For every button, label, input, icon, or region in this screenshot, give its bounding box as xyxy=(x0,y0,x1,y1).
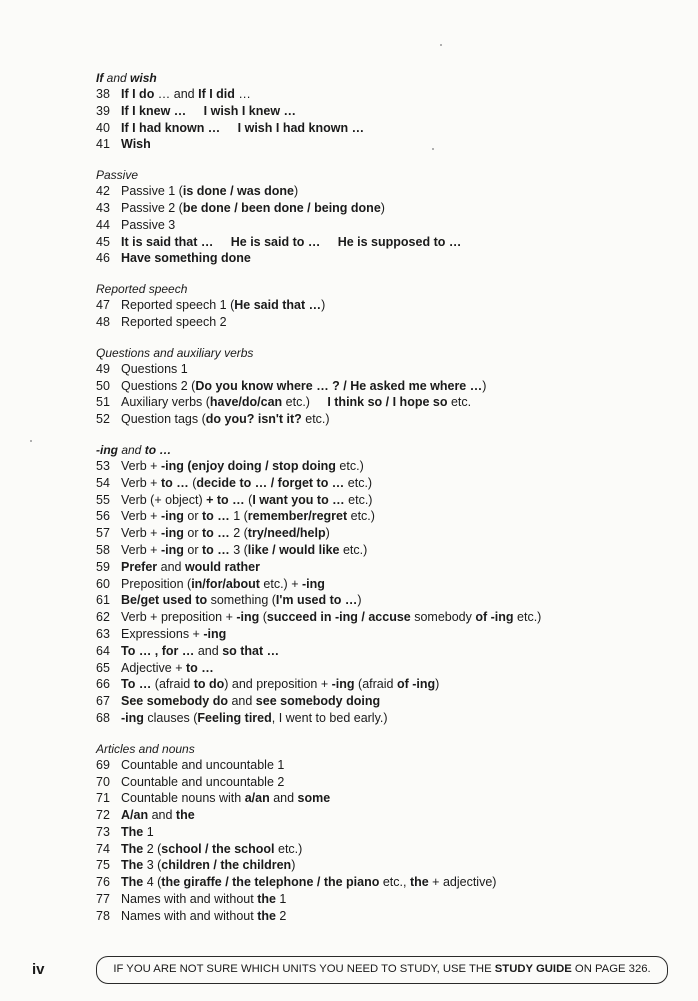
unit-number: 46 xyxy=(96,251,110,266)
unit-title-part: 3 ( xyxy=(229,542,248,557)
unit-title-part: succeed in -ing / accuse xyxy=(266,610,411,625)
unit-title-part: and xyxy=(148,808,176,823)
unit-title-part: to … xyxy=(185,660,214,675)
unit-title-part: ( xyxy=(188,475,197,490)
unit-title-part: ) and preposition + xyxy=(224,677,332,692)
note-text: IF YOU ARE NOT SURE WHICH UNITS YOU NEED TO STUDY, USE THE xyxy=(113,963,495,975)
unit-title-part: Verb + xyxy=(121,509,161,524)
unit-title-part: ( xyxy=(259,610,267,625)
unit-title-part: 2 ( xyxy=(229,526,248,541)
unit-number: 74 xyxy=(96,841,110,856)
unit-number: 62 xyxy=(96,610,110,625)
contents-section xyxy=(96,167,676,267)
unit-title-part: He said that … xyxy=(234,298,322,313)
unit-title-part: ) xyxy=(293,184,299,199)
contents-section xyxy=(96,281,676,331)
unit-title-part: remember/regret xyxy=(247,509,348,524)
unit-number: 73 xyxy=(96,824,110,839)
unit-title-part: to do xyxy=(193,677,225,692)
unit-title-part: have/do/can xyxy=(209,395,283,410)
unit-title-part: Wish xyxy=(121,137,151,152)
unit-title-part: It is said that … He is said to … He is supposed to … xyxy=(121,234,462,249)
unit-number: 41 xyxy=(96,137,110,152)
unit-title-part: or xyxy=(183,542,202,557)
note-study-guide: STUDY GUIDE xyxy=(494,963,572,975)
unit-title-part: Questions 2 ( xyxy=(121,378,196,393)
unit-entry xyxy=(96,874,676,891)
unit-title-part: ) xyxy=(357,593,362,608)
unit-entry xyxy=(96,217,676,234)
unit-title-part: Verb + xyxy=(121,475,161,490)
unit-title-part: See somebody do xyxy=(121,694,228,709)
unit-title-part: ) xyxy=(482,378,487,393)
unit-number: 53 xyxy=(96,458,110,473)
unit-title-part: etc.) xyxy=(513,610,542,625)
unit-title-part: 4 ( xyxy=(143,875,162,890)
unit-title-part: 3 ( xyxy=(143,858,162,873)
scan-speck xyxy=(30,440,32,442)
unit-title-part: ) xyxy=(321,298,326,313)
unit-title-part: To … xyxy=(121,677,152,692)
unit-title-part: the xyxy=(257,908,276,923)
unit-title-part: of -ing xyxy=(396,677,436,692)
unit-title-part: ) xyxy=(291,858,296,873)
unit-title-part: etc.) xyxy=(282,395,328,410)
heading-text: and xyxy=(118,442,145,457)
unit-number: 50 xyxy=(96,378,110,393)
unit-title-part: If I did xyxy=(198,87,235,101)
section-heading xyxy=(96,741,676,757)
unit-title-part: etc., xyxy=(379,875,410,890)
unit-title-part: Do you know where … ? / He asked me where … xyxy=(195,378,483,393)
unit-entry xyxy=(96,508,676,525)
unit-entry xyxy=(96,592,676,609)
unit-title-part: Feeling tired xyxy=(197,710,272,725)
unit-entry xyxy=(96,857,676,874)
unit-title-part: 1 xyxy=(143,824,154,839)
unit-title-part: the xyxy=(409,875,429,890)
unit-title-part: see somebody doing xyxy=(255,694,381,709)
unit-number: 40 xyxy=(96,120,110,135)
unit-title-part: Auxiliary verbs ( xyxy=(121,395,210,410)
heading-text: Articles and nouns xyxy=(96,741,195,756)
unit-title-part: (afraid xyxy=(354,677,397,692)
section-heading xyxy=(96,345,676,361)
unit-entry xyxy=(96,609,676,626)
unit-entry xyxy=(96,757,676,774)
section-heading xyxy=(96,281,676,297)
unit-title-part: I want you to … xyxy=(252,492,345,507)
unit-title-part: the xyxy=(175,808,195,823)
unit-title-part: try/need/help xyxy=(247,526,326,541)
unit-title-part: To … , for … xyxy=(121,643,195,658)
unit-entry xyxy=(96,542,676,559)
unit-number: 71 xyxy=(96,791,110,806)
unit-number: 52 xyxy=(96,412,110,427)
unit-number: 78 xyxy=(96,908,110,923)
unit-title-part: Verb + preposition + xyxy=(121,610,237,625)
unit-title-part: etc.) xyxy=(339,542,368,557)
unit-title-part: somebody xyxy=(410,610,476,625)
unit-number: 75 xyxy=(96,858,110,873)
unit-number: 77 xyxy=(96,892,110,907)
unit-title-part: , I went to bed early.) xyxy=(271,710,388,725)
unit-number: 45 xyxy=(96,234,110,249)
unit-entry xyxy=(96,394,676,411)
unit-title-part: ) xyxy=(380,200,385,215)
unit-title-part: 2 xyxy=(275,908,287,923)
unit-title-part: + to … xyxy=(206,492,245,507)
unit-number: 49 xyxy=(96,361,110,376)
unit-title-part: Passive 1 ( xyxy=(121,184,183,199)
note-text-end: ON PAGE 326. xyxy=(571,963,651,975)
section-heading xyxy=(96,70,676,86)
unit-title-part: Expressions + xyxy=(121,626,204,641)
unit-entry xyxy=(96,841,676,858)
unit-number: 67 xyxy=(96,694,110,709)
unit-entry xyxy=(96,824,676,841)
unit-title-part: etc.) xyxy=(274,841,303,856)
unit-entry xyxy=(96,891,676,908)
unit-entry xyxy=(96,626,676,643)
unit-entry xyxy=(96,492,676,509)
unit-title-part: 1 xyxy=(275,892,287,907)
unit-number: 47 xyxy=(96,298,110,313)
unit-number: 44 xyxy=(96,217,110,232)
unit-number: 57 xyxy=(96,526,110,541)
unit-title-part: … and xyxy=(154,87,199,101)
unit-entry xyxy=(96,475,676,492)
unit-title-part: Passive 3 xyxy=(121,217,176,232)
unit-number: 54 xyxy=(96,475,110,490)
unit-entry xyxy=(96,86,676,103)
unit-entry xyxy=(96,103,676,120)
unit-number: 58 xyxy=(96,542,110,557)
unit-title-part: to … xyxy=(201,509,230,524)
unit-title-part: a/an xyxy=(244,791,270,806)
unit-entry xyxy=(96,314,676,331)
scan-speck xyxy=(440,44,442,46)
heading-text: wish xyxy=(130,71,157,85)
unit-title-part: decide to … / forget to … xyxy=(196,475,345,490)
section-heading xyxy=(96,167,676,183)
unit-title-part: something ( xyxy=(207,593,276,608)
unit-number: 61 xyxy=(96,593,110,608)
unit-title-part: to … xyxy=(160,475,189,490)
unit-title-part: etc.) xyxy=(344,475,373,490)
unit-title-part: Preposition ( xyxy=(121,576,192,591)
unit-title-part: Adjective + xyxy=(121,660,186,675)
unit-entry xyxy=(96,710,676,727)
unit-entry xyxy=(96,378,676,395)
unit-entry xyxy=(96,136,676,153)
unit-entry xyxy=(96,200,676,217)
unit-number: 64 xyxy=(96,643,110,658)
unit-title-part: Countable and uncountable 2 xyxy=(121,774,285,789)
unit-title-part: Verb + xyxy=(121,542,161,557)
unit-title-part: etc.) xyxy=(344,492,373,507)
unit-title-part: The xyxy=(121,875,144,890)
unit-number: 63 xyxy=(96,626,110,641)
unit-entry xyxy=(96,676,676,693)
unit-number: 48 xyxy=(96,314,110,329)
unit-entry xyxy=(96,297,676,314)
unit-number: 42 xyxy=(96,184,110,199)
unit-title-part: children / the children xyxy=(161,858,292,873)
unit-entry xyxy=(96,183,676,200)
unit-number: 39 xyxy=(96,103,110,118)
unit-number: 72 xyxy=(96,808,110,823)
unit-title-part: and xyxy=(157,559,185,574)
heading-text: and xyxy=(103,71,131,85)
unit-title-part: -ing xyxy=(160,509,184,524)
heading-text: -ing xyxy=(96,442,118,457)
unit-number: 43 xyxy=(96,200,110,215)
unit-title-part: like / would like xyxy=(247,542,340,557)
unit-number: 56 xyxy=(96,509,110,524)
unit-title-part: ( xyxy=(244,492,253,507)
unit-title-part: … xyxy=(234,87,251,101)
unit-number: 38 xyxy=(96,87,110,101)
unit-title-part: to … xyxy=(201,542,230,557)
unit-title-part: do you? isn't it? xyxy=(205,412,302,427)
unit-title-part: and xyxy=(269,791,298,806)
unit-entry xyxy=(96,908,676,925)
unit-title-part: -ing xyxy=(160,526,184,541)
page-number: iv xyxy=(32,961,45,978)
unit-title-part: I'm used to … xyxy=(275,593,358,608)
table-of-contents xyxy=(96,70,676,939)
unit-title-part: -ing xyxy=(121,710,144,725)
unit-title-part: etc.) xyxy=(335,458,364,473)
unit-number: 68 xyxy=(96,710,110,725)
unit-entry xyxy=(96,458,676,475)
unit-title-part: If I knew … I wish I knew … xyxy=(121,103,297,118)
unit-title-part: The xyxy=(121,858,144,873)
unit-title-part: Questions 1 xyxy=(121,361,188,376)
unit-entry xyxy=(96,643,676,660)
unit-entry xyxy=(96,660,676,677)
unit-title-part: is done / was done xyxy=(182,184,294,199)
contents-section xyxy=(96,70,676,153)
unit-title-part: etc. xyxy=(447,395,472,410)
unit-title-part: and xyxy=(227,694,256,709)
unit-title-part: etc.) xyxy=(301,412,330,427)
unit-entry xyxy=(96,361,676,378)
unit-number: 70 xyxy=(96,774,110,789)
unit-title-part: If I do xyxy=(121,87,155,101)
unit-title-part: The xyxy=(121,841,144,856)
unit-entry xyxy=(96,250,676,267)
contents-section xyxy=(96,345,676,428)
unit-title-part: -ing xyxy=(301,576,325,591)
unit-title-part: Verb (+ object) xyxy=(121,492,207,507)
unit-title-part: so that … xyxy=(222,643,280,658)
unit-title-part: 1 ( xyxy=(229,509,248,524)
unit-title-part: I think so / I hope so xyxy=(327,395,448,410)
unit-title-part: would rather xyxy=(184,559,260,574)
unit-title-part: -ing (enjoy doing / stop doing xyxy=(160,458,336,473)
heading-text: Passive xyxy=(96,168,139,183)
contents-section xyxy=(96,442,676,727)
unit-title-part: ) xyxy=(435,677,440,692)
unit-title-part: school / the school xyxy=(161,841,275,856)
unit-title-part: or xyxy=(183,509,202,524)
unit-title-part: etc.) xyxy=(347,509,375,524)
unit-title-part: Prefer xyxy=(121,559,158,574)
unit-entry xyxy=(96,234,676,251)
unit-title-part: If I had known … I wish I had known … xyxy=(121,120,365,135)
unit-entry xyxy=(96,559,676,576)
unit-title-part: and xyxy=(194,643,223,658)
heading-text: to … xyxy=(144,442,172,457)
unit-title-part: Have something done xyxy=(121,251,251,266)
unit-title-part: clauses ( xyxy=(143,710,198,725)
unit-title-part: Names with and without xyxy=(121,892,258,907)
unit-entry xyxy=(96,693,676,710)
unit-title-part: A/an xyxy=(121,808,149,823)
section-heading xyxy=(96,442,676,458)
study-guide-note xyxy=(96,956,668,984)
unit-title-part: -ing xyxy=(331,677,355,692)
unit-number: 59 xyxy=(96,559,110,574)
unit-title-part: be done / been done / being done xyxy=(182,200,381,215)
unit-number: 60 xyxy=(96,576,110,591)
unit-title-part: + adjective) xyxy=(428,875,497,890)
unit-title-part: Countable and uncountable 1 xyxy=(121,757,285,772)
unit-title-part: of -ing xyxy=(475,610,514,625)
unit-title-part: -ing xyxy=(203,626,227,641)
unit-title-part: (afraid xyxy=(151,677,194,692)
unit-title-part: etc.) + xyxy=(259,576,302,591)
unit-number: 76 xyxy=(96,875,110,890)
unit-title-part: or xyxy=(183,526,202,541)
heading-text: If xyxy=(96,71,104,85)
unit-title-part: The xyxy=(121,824,144,839)
unit-title-part: the giraffe / the telephone / the piano xyxy=(161,875,380,890)
unit-title-part: Reported speech 1 ( xyxy=(121,298,235,313)
unit-entry xyxy=(96,411,676,428)
unit-entry xyxy=(96,774,676,791)
unit-title-part: in/for/about xyxy=(191,576,260,591)
unit-number: 55 xyxy=(96,492,110,507)
unit-title-part: Passive 2 ( xyxy=(121,200,183,215)
unit-entry xyxy=(96,576,676,593)
unit-title-part: some xyxy=(297,791,331,806)
unit-number: 69 xyxy=(96,757,110,772)
unit-title-part: Verb + xyxy=(121,458,161,473)
unit-title-part: 2 ( xyxy=(143,841,162,856)
unit-title-part: Question tags ( xyxy=(121,412,206,427)
contents-section xyxy=(96,741,676,925)
unit-title-part: -ing xyxy=(160,542,184,557)
unit-entry xyxy=(96,525,676,542)
heading-text: Questions and auxiliary verbs xyxy=(96,345,254,360)
unit-entry xyxy=(96,790,676,807)
unit-title-part: the xyxy=(257,892,276,907)
heading-text: Reported speech xyxy=(96,282,188,297)
unit-title-part: Names with and without xyxy=(121,908,258,923)
unit-title-part: Be/get used to xyxy=(121,593,208,608)
unit-title-part: -ing xyxy=(236,610,260,625)
unit-entry xyxy=(96,120,676,137)
unit-entry xyxy=(96,807,676,824)
unit-title-part: Reported speech 2 xyxy=(121,314,227,329)
unit-number: 65 xyxy=(96,660,110,675)
unit-title-part: Countable nouns with xyxy=(121,791,245,806)
unit-title-part: to … xyxy=(201,526,230,541)
unit-title-part: Verb + xyxy=(121,526,161,541)
unit-number: 66 xyxy=(96,677,110,692)
unit-title-part: ) xyxy=(325,526,330,541)
unit-number: 51 xyxy=(96,395,110,410)
